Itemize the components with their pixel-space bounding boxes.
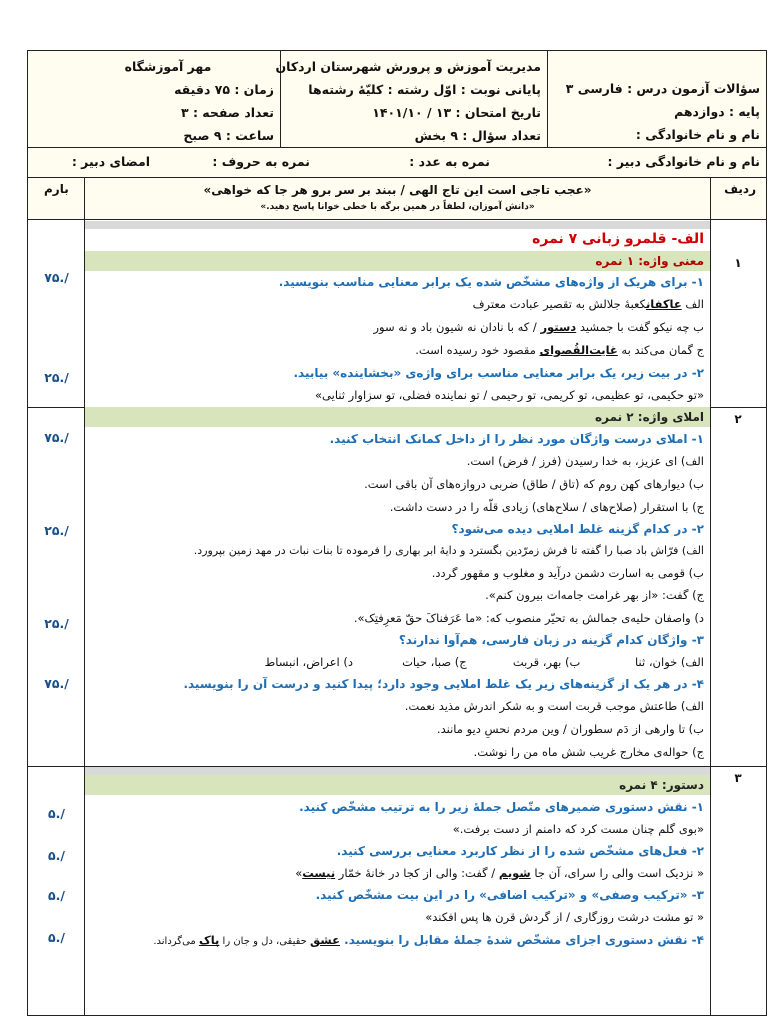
- question-item: ج گمان می‌کند به غایت‌القُصوای مقصود خود رسیده است.: [415, 343, 704, 357]
- option-c: ج) صبا، حیات: [402, 655, 467, 669]
- question-item: ج) گفت: «از بهر غرامت جامه‌ات بیرون کنم».: [485, 588, 704, 602]
- question-3: ۳- واژگان کدام گزینه در زبان فارسی، هم‌آوا ندارند؟: [398, 633, 704, 647]
- barem-value: /.۲۵: [44, 616, 69, 631]
- question-item: الف) ای عزیز، به خدا رسیدن (فرز / فرض) است.: [466, 454, 704, 468]
- radif-number: ۳: [734, 771, 742, 785]
- department-name: مدیریت آموزش و پرورش شهرستان اردکان: [275, 59, 541, 74]
- teacher-sign-label: امضای دبیر :: [71, 154, 150, 169]
- option-a: الف) خوان، ثنا: [635, 655, 704, 669]
- questions-table: [27, 178, 767, 1016]
- header-course-info: [548, 51, 766, 149]
- school-seal-label: مهر آموزشگاه: [124, 59, 212, 74]
- course-title: سؤالات آزمون درس : فارسی ۳: [565, 81, 760, 96]
- option-d: د) اعراض، انبساط: [264, 655, 354, 669]
- question-3: ۳- «ترکیب وصفی» و «ترکیب اضافی» را در این بیت مشخّص کنید.: [315, 888, 704, 902]
- radif-number: ۲: [734, 412, 742, 426]
- question-item: «بوی گلم چنان مست کرد که دامنم از دست برفت.»: [452, 822, 704, 836]
- term-and-field: پایانی نوبت : اوّل رشته : کلیّهٔ رشته‌ها: [308, 82, 541, 97]
- topic-band: املای واژه: ۲ نمره: [85, 407, 710, 427]
- barem-value: /.۷۵: [44, 270, 69, 285]
- gray-divider: [85, 221, 710, 229]
- radif-header: ردیف: [724, 182, 756, 196]
- barem-value: /.۵: [48, 848, 65, 863]
- topic-band: معنی واژه: ۱ نمره: [85, 251, 710, 271]
- question-item: الف عاکفانکعبهٔ جلالش به تقصیر عبادت معترف: [472, 297, 704, 311]
- exam-duration: زمان : ۷۵ دقیقه: [174, 82, 274, 97]
- question-item: الف) طاعتش موجب قربت است و به شکر اندرش مذید نعمت.: [404, 699, 704, 713]
- question-1: ۱- نقش دستوری ضمیرهای متّصل جملهٔ زیر را به ترتیب مشخّص کنید.: [299, 800, 704, 814]
- page-count: تعداد صفحه : ۳: [180, 105, 274, 120]
- header-exam-info: [275, 51, 548, 149]
- barem-value: /.۵: [48, 930, 65, 945]
- options-row: [85, 652, 710, 672]
- question-1: ۱- برای هریک از واژه‌های مشخّص شده یک برابر معنایی مناسب بنویسید.: [278, 275, 704, 289]
- question-item: «تو حکیمی، تو عظیمی، تو کریمی، تو رحیمی / تو نماینده فضلی، تو سزاوار ثنایی»: [315, 388, 704, 402]
- question-item: « نزدیک است والی را سرای، آن جا شویم / گفت: والی از کجا در خانهٔ خمّار نیست»: [295, 866, 704, 880]
- student-name-label: نام و نام خانوادگی :: [635, 127, 760, 142]
- question-item: ج) با استقرار (صلاح‌های / سلاح‌های) زیادی قلّه را در دست داشت.: [389, 500, 704, 514]
- barem-value: /.۲۵: [44, 370, 69, 385]
- section-title: الف- قلمرو زبانی ۷ نمره: [532, 231, 704, 247]
- radif-number: ۱: [734, 256, 742, 270]
- question-item: ب) تا وارهی از دَم سطوران / وین مردم نحسِ دیو مانند.: [436, 722, 704, 736]
- question-item: ب) دیوارهای کهن روم که (تاق / طاق) ضربی دروازه‌های آن باقی است.: [364, 477, 704, 491]
- question-count: تعداد سؤال : ۹ بخش: [414, 128, 541, 143]
- question-item: ب چه نیکو گفت با جمشید دستور / که با نادان نه شیون باد و نه سور: [373, 320, 704, 334]
- question-item: « تو مشت درشت روزگاری / از گردش قرن ها پس افکند»: [425, 910, 704, 924]
- exam-time: ساعت : ۹ صبح: [183, 128, 274, 143]
- motto-verse: «عجب تاجی است این تاج الهی / ببند بر سر برو هر جا که خواهی»: [203, 183, 592, 197]
- signature-row: [27, 148, 767, 178]
- option-b: ب) بهر، قربت: [512, 655, 581, 669]
- barem-header: بارم: [44, 182, 69, 196]
- radif-column: [710, 178, 766, 1015]
- question-2: ۲- در بیت زیر، یک برابر معنایی مناسب برای واژه‌ی «بخشاینده» بیابید.: [293, 366, 704, 380]
- question-2: ۲- فعل‌های مشخّص شده را از نظر کاربرد معنایی بررسی کنید.: [336, 844, 704, 858]
- instruction-note: «دانش آموزان، لطفاً در همین برگه با خطی خوانا پاسخ دهید.»: [260, 202, 535, 212]
- motto: [85, 178, 710, 220]
- question-4: ۴- در هر یک از گزینه‌های زیر یک غلط املایی وجود دارد؛ پیدا کنید و درست آن را بنویسید.: [183, 677, 704, 691]
- topic-band: دستور: ۴ نمره: [85, 775, 710, 795]
- teacher-name-label: نام و نام خانوادگی دبیر :: [607, 154, 760, 169]
- barem-value: /.۵: [48, 888, 65, 903]
- exam-header: [27, 50, 767, 148]
- question-item: ب) قومی به اسارت دشمن درآید و مغلوب و مقهور گردد.: [431, 566, 704, 580]
- gray-divider: [85, 767, 710, 775]
- header-school-info: [26, 51, 280, 149]
- exam-date: تاریخ امتحان : ۱۳ / ۱۴۰۱/۱۰: [372, 105, 541, 120]
- barem-value: /.۲۵: [44, 523, 69, 538]
- question-1: ۱- املای درست واژگان مورد نظر را از داخل کمانک انتخاب کنید.: [329, 432, 704, 446]
- score-number-label: نمره به عدد :: [409, 154, 490, 169]
- barem-value: /.۷۵: [44, 430, 69, 445]
- question-item: ج) حواله‌ی مخارج غریب شش ماه من را نوشت.: [473, 745, 704, 759]
- question-item: الف) فرّاش باد صبا را گفته تا فرش زمرّدین بگسترد و دایهٔ ابر بهاری را فرموده تا بنات نبات در مهد زمین بپرورد.: [193, 544, 704, 557]
- question-item: د) واصفان حلیه‌ی جمالش به تحیّر منصوب که: «ما عَرَفناکَ حقّ مَعرِفتِک».: [353, 611, 704, 625]
- barem-value: /.۷۵: [44, 676, 69, 691]
- question-2: ۲- در کدام گزینه غلط املایی دیده می‌شود؟: [451, 522, 704, 536]
- barem-value: /.۵: [48, 806, 65, 821]
- score-letters-label: نمره به حروف :: [212, 154, 310, 169]
- question-4: ۴- نقش دستوری اجزای مشخّص شدهٔ جملهٔ مقابل را بنویسید. عشق حقیقی، دل و جان را پاک می‌گرداند.: [153, 933, 704, 947]
- grade-level: پایه : دوازدهم: [674, 104, 760, 119]
